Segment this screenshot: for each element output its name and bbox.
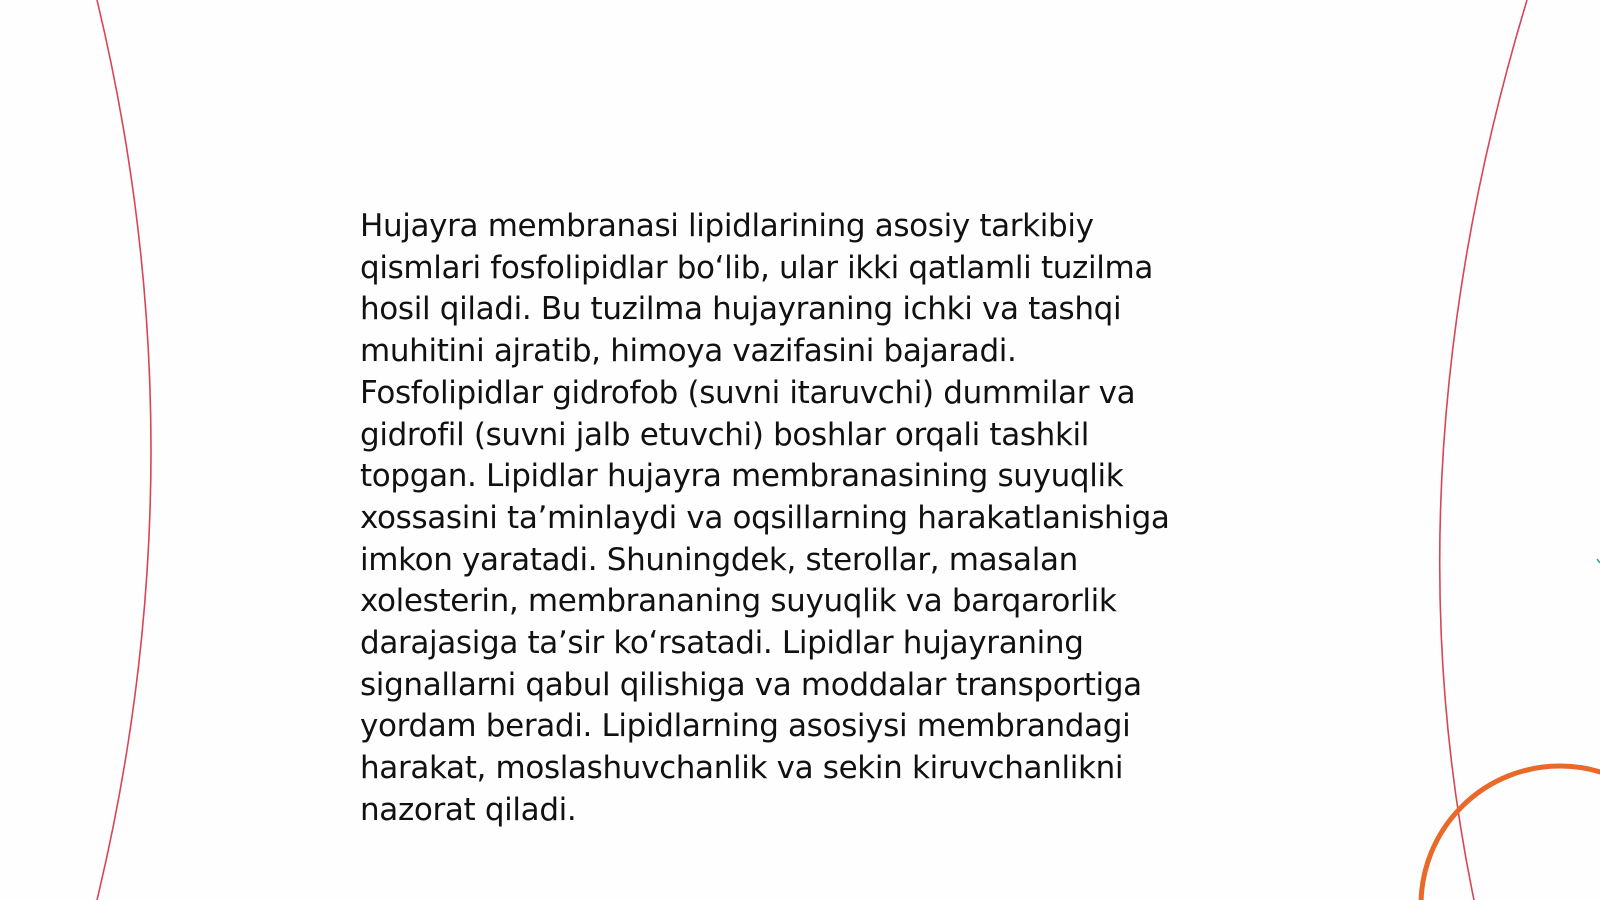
text-line: Hujayra membranasi lipidlarining asosiy tarkibiy bbox=[360, 208, 1094, 244]
text-line: gidrofil (suvni jalb etuvchi) boshlar orqali tashkil bbox=[360, 416, 1090, 453]
text-line: hosil qiladi. Bu tuzilma hujayraning ichki va tashqi bbox=[360, 291, 1122, 328]
text-line: muhitini ajratib, himoya vazifasini bajaradi. bbox=[360, 333, 1017, 370]
text-line: Fosfolipidlar gidrofob (suvni itaruvchi) dummilar va bbox=[360, 374, 1136, 411]
text-line: signallarni qabul qilishiga va moddalar transportiga bbox=[360, 666, 1142, 703]
text-line: topgan. Lipidlar hujayra membranasining suyuqlik bbox=[360, 458, 1124, 495]
text-line: harakat, moslashuvchanlik va sekin kiruvchanlikni bbox=[360, 750, 1124, 787]
text-line: qismlari fosfolipidlar bo‘lib, ular ikki qatlamli tuzilma bbox=[360, 249, 1153, 286]
text-line: darajasiga ta’sir ko‘rsatadi. Lipidlar hujayraning bbox=[360, 625, 1084, 662]
right-arc-line bbox=[1440, 0, 1527, 900]
text-line: xolesterin, membrananing suyuqlik va barqarorlik bbox=[360, 583, 1117, 620]
text-line: xossasini ta’minlaydi va oqsillarning harakatlanishiga bbox=[360, 499, 1170, 536]
orange-circle-outline bbox=[1421, 766, 1600, 900]
body-paragraph bbox=[360, 206, 1240, 832]
text-line: imkon yaratadi. Shuningdek, sterollar, masalan bbox=[360, 541, 1078, 578]
left-arc-line bbox=[97, 0, 151, 900]
text-line: nazorat qiladi. bbox=[360, 791, 577, 828]
text-line: yordam beradi. Lipidlarning asosiysi membrandagi bbox=[360, 708, 1131, 745]
